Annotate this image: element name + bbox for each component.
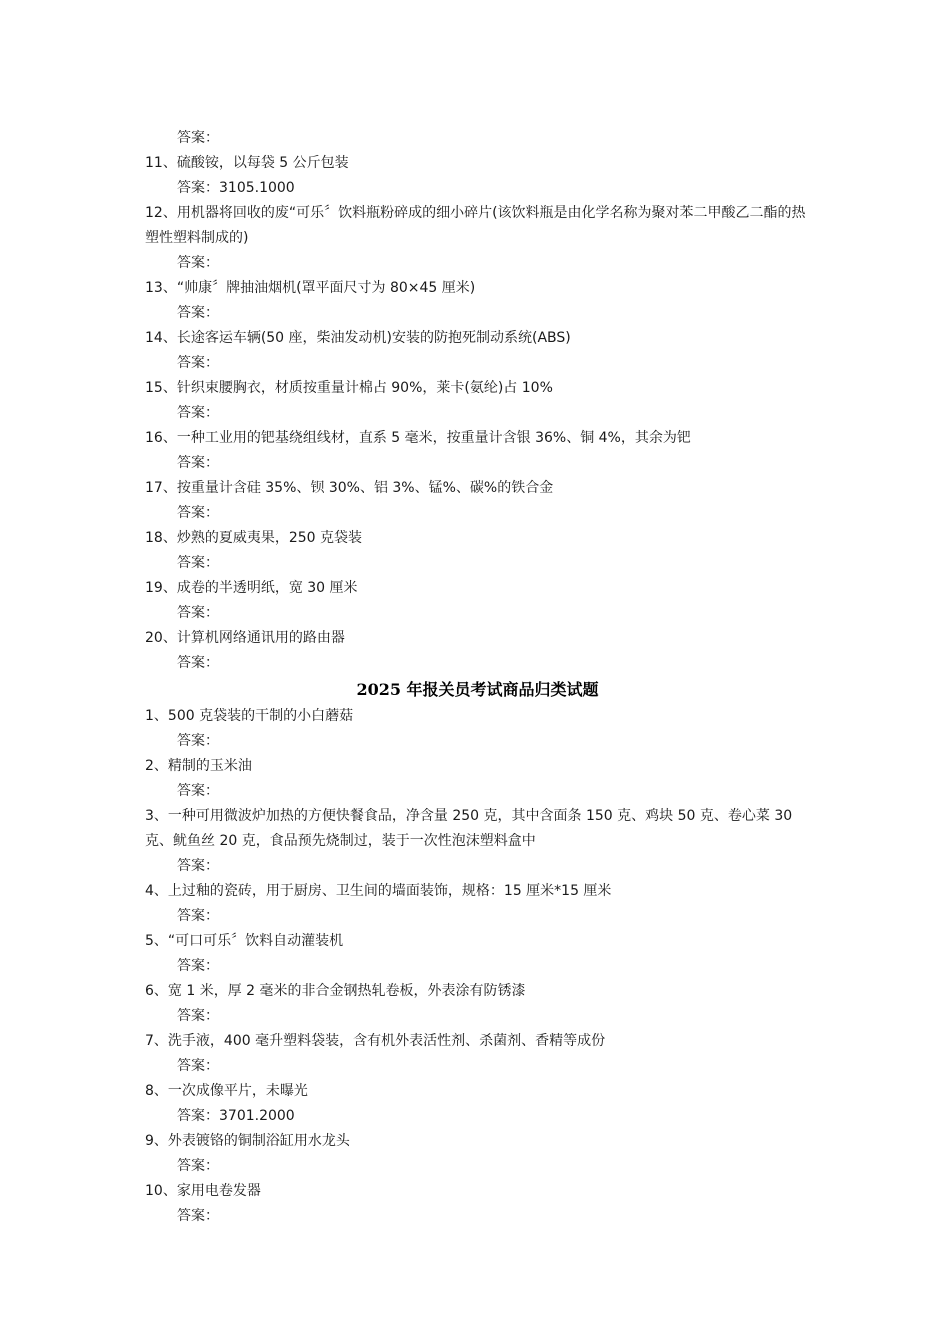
answer-6: 答案： (177, 1008, 219, 1024)
question-10: 10、家用电卷发器 (145, 1183, 261, 1199)
question-6: 6、宽 1 米，厚 2 毫米的非合金钢热轧卷板，外表涂有防锈漆 (145, 983, 526, 999)
question-2: 2、精制的玉米油 (145, 758, 252, 774)
answer-20: 答案： (177, 655, 219, 671)
answer-9: 答案： (177, 1158, 219, 1174)
answer-16: 答案： (177, 455, 219, 471)
question-4: 4、上过釉的瓷砖，用于厨房、卫生间的墙面装饰，规格：15 厘米*15 厘米 (145, 883, 612, 899)
answer-4: 答案： (177, 908, 219, 924)
question-11: 11、硫酸铵，以每袋 5 公斤包装 (145, 155, 349, 171)
question-3: 3、一种可用微波炉加热的方便快餐食品，净含量 250 克，其中含面条 150 克、鸡块 50 克、卷心菜 30 克、鱿鱼丝 20 克，食品预先烧制过，装于一次性泡沫塑料盒中 (145, 808, 793, 849)
answer-line: 答案： (177, 130, 219, 146)
answer-18: 答案： (177, 555, 219, 571)
question-17: 17、按重量计含硅 35%、钡 30%、铝 3%、锰%、碳%的铁合金 (145, 480, 554, 496)
section-title: 2025 年报关员考试商品归类试题 (356, 680, 599, 699)
question-1: 1、500 克袋装的干制的小白蘑菇 (145, 708, 354, 724)
answer-3: 答案： (177, 858, 219, 874)
question-7: 7、洗手液，400 毫升塑料袋装，含有机外表活性剂、杀菌剂、香精等成份 (145, 1033, 606, 1049)
question-9: 9、外表镀铬的铜制浴缸用水龙头 (145, 1133, 350, 1149)
document-body (145, 126, 810, 1229)
answer-11: 答案：3105.1000 (177, 180, 295, 196)
answer-12: 答案： (177, 255, 219, 271)
question-8: 8、一次成像平片，未曝光 (145, 1083, 308, 1099)
question-18: 18、炒熟的夏威夷果，250 克袋装 (145, 530, 362, 546)
question-13: 13、“帅康〞牌抽油烟机(罩平面尺寸为 80×45 厘米) (145, 280, 476, 296)
answer-13: 答案： (177, 305, 219, 321)
answer-7: 答案： (177, 1058, 219, 1074)
answer-15: 答案： (177, 405, 219, 421)
answer-14: 答案： (177, 355, 219, 371)
question-15: 15、针织束腰胸衣，材质按重量计棉占 90%，莱卡(氨纶)占 10% (145, 380, 553, 396)
question-5: 5、“可口可乐〞饮料自动灌装机 (145, 933, 344, 949)
answer-1: 答案： (177, 733, 219, 749)
answer-19: 答案： (177, 605, 219, 621)
answer-8: 答案：3701.2000 (177, 1108, 295, 1124)
answer-5: 答案： (177, 958, 219, 974)
question-20: 20、计算机网络通讯用的路由器 (145, 630, 345, 646)
question-16: 16、一种工业用的钯基绕组线材，直系 5 毫米，按重量计含银 36%、铜 4%，其余为钯 (145, 430, 691, 446)
answer-17: 答案： (177, 505, 219, 521)
question-12: 12、用机器将回收的废“可乐〞饮料瓶粉碎成的细小碎片(该饮料瓶是由化学名称为聚对苯二甲酸乙二酯的热塑性塑料制成的) (145, 205, 806, 246)
question-14: 14、长途客运车辆(50 座，柴油发动机)安装的防抱死制动系统(ABS) (145, 330, 571, 346)
question-19: 19、成卷的半透明纸，宽 30 厘米 (145, 580, 358, 596)
answer-10: 答案： (177, 1208, 219, 1224)
answer-2: 答案： (177, 783, 219, 799)
